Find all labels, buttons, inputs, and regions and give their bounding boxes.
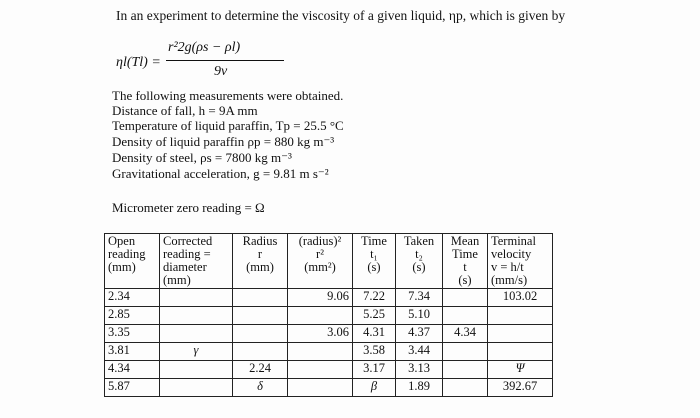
cell: 2.85	[105, 307, 160, 325]
cell	[160, 361, 233, 379]
header-mean-time: Mean Time t (s)	[443, 234, 488, 289]
cell	[288, 379, 353, 397]
cell: 2.34	[105, 289, 160, 307]
cell: 1.89	[396, 379, 443, 397]
cell: 5.10	[396, 307, 443, 325]
header-corrected-reading: Corrected reading = diameter (mm)	[160, 234, 233, 289]
cell: Ψ	[488, 361, 553, 379]
cell	[443, 307, 488, 325]
cell: 2.24	[233, 361, 288, 379]
table-row	[105, 289, 553, 307]
cell	[443, 361, 488, 379]
cell: 9.06	[288, 289, 353, 307]
viscosity-formula	[116, 40, 316, 84]
cell: 3.17	[353, 361, 396, 379]
table-row	[105, 361, 553, 379]
cell	[288, 361, 353, 379]
cell	[288, 343, 353, 361]
cell	[443, 343, 488, 361]
cell	[160, 379, 233, 397]
cell	[488, 325, 553, 343]
intro-text: In an experiment to determine the viscosity of a given liquid, ηp, which is given by	[116, 8, 566, 23]
cell	[233, 307, 288, 325]
cell	[488, 307, 553, 325]
cell	[160, 325, 233, 343]
measurements-heading: The following measurements were obtained.	[112, 88, 344, 103]
cell	[443, 289, 488, 307]
cell	[288, 307, 353, 325]
cell	[233, 325, 288, 343]
cell: 4.31	[353, 325, 396, 343]
temperature: Temperature of liquid paraffin, Tp = 25.5 °C	[112, 118, 344, 133]
header-time: Time t₁ (s)	[353, 234, 396, 289]
cell: 392.67	[488, 379, 553, 397]
fraction-bar	[166, 60, 284, 61]
cell: 3.06	[288, 325, 353, 343]
cell	[160, 307, 233, 325]
cell	[488, 343, 553, 361]
cell: γ	[160, 343, 233, 361]
cell	[160, 289, 233, 307]
table-row	[105, 325, 553, 343]
table-row	[105, 307, 553, 325]
cell: 103.02	[488, 289, 553, 307]
cell	[233, 343, 288, 361]
density-paraffin: Density of liquid paraffin ρp = 880 kg m⁻³	[112, 134, 335, 149]
formula-lhs: ηl(Tl) =	[116, 55, 161, 70]
header-radius: Radius r (mm)	[233, 234, 288, 289]
cell	[443, 379, 488, 397]
header-terminal-velocity: Terminal velocity v = h/t (mm/s)	[488, 234, 553, 289]
cell: 7.34	[396, 289, 443, 307]
cell: 3.58	[353, 343, 396, 361]
micrometer-zero-reading: Micrometer zero reading = Ω	[112, 200, 265, 215]
header-taken: Taken t₂ (s)	[396, 234, 443, 289]
cell: 3.44	[396, 343, 443, 361]
cell: 3.13	[396, 361, 443, 379]
cell	[233, 289, 288, 307]
cell: 4.34	[443, 325, 488, 343]
cell: 4.34	[105, 361, 160, 379]
table-row	[105, 379, 553, 397]
table-header-row	[105, 234, 553, 289]
header-radius-squared: (radius)² r² (mm²)	[288, 234, 353, 289]
cell: β	[353, 379, 396, 397]
cell: 7.22	[353, 289, 396, 307]
formula-denominator: 9v	[214, 64, 228, 79]
cell: δ	[233, 379, 288, 397]
density-steel: Density of steel, ρs = 7800 kg m⁻³	[112, 150, 292, 165]
gravity: Gravitational acceleration, g = 9.81 m s⁻²	[112, 166, 329, 181]
distance-of-fall: Distance of fall, h = 9A mm	[112, 103, 258, 118]
cell: 3.81	[105, 343, 160, 361]
table-row	[105, 343, 553, 361]
cell: 5.87	[105, 379, 160, 397]
cell: 4.37	[396, 325, 443, 343]
formula-numerator: r²2g(ρs − ρl)	[168, 40, 241, 55]
measurements-table	[104, 233, 553, 397]
cell: 3.35	[105, 325, 160, 343]
cell: 5.25	[353, 307, 396, 325]
header-open-reading: Open reading (mm)	[105, 234, 160, 289]
